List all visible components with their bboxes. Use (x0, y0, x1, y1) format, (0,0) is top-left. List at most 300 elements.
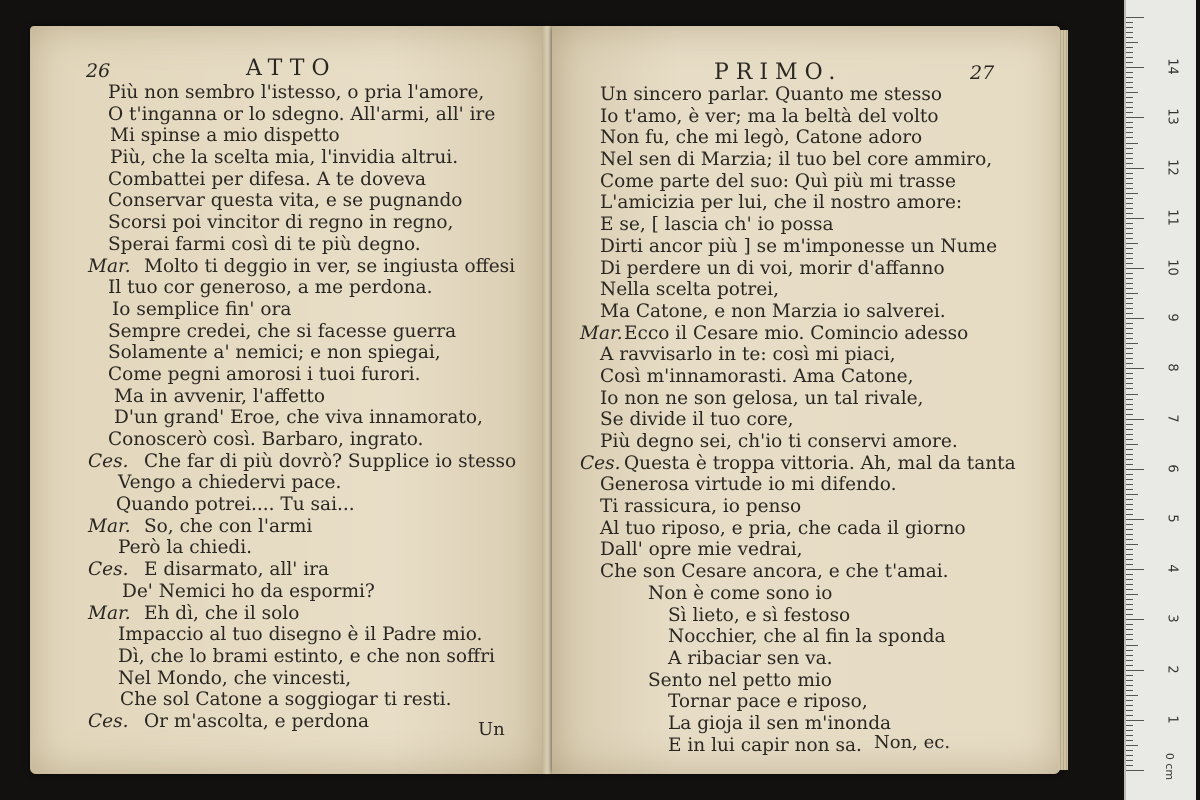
ruler-tick (1126, 52, 1133, 53)
ruler-tick (1126, 680, 1133, 681)
ruler-tick (1126, 429, 1133, 430)
ruler-tick (1126, 57, 1133, 58)
left-page-number: 26 (86, 60, 111, 82)
ruler-tick (1126, 740, 1133, 741)
ruler-tick (1126, 519, 1144, 520)
line-text: Vengo a chiedervi pace. (118, 472, 342, 494)
text-line (552, 409, 1060, 431)
line-text: Non è come sono io (648, 582, 833, 604)
line-text: Più degno sei, ch'io ti conservi amore. (600, 431, 958, 452)
verse-trailer: Non, ec. (874, 732, 951, 753)
ruler-tick (1126, 383, 1133, 384)
ruler-tick (1126, 745, 1138, 746)
ruler-tick (1126, 353, 1133, 354)
line-text: E se, [ lascia ch' io possa (600, 214, 834, 236)
ruler-tick (1126, 153, 1133, 154)
ruler-tick (1126, 434, 1133, 435)
ruler-tick (1126, 92, 1138, 93)
ruler-tick (1126, 358, 1133, 359)
ruler-tick (1126, 137, 1133, 138)
right-page-number: 27 (970, 62, 995, 84)
ruler-tick (1126, 303, 1133, 304)
line-text: Io non ne son gelosa, un tal rivale, (600, 387, 924, 409)
ruler-tick (1126, 223, 1133, 224)
ruler-number: 14 (1164, 58, 1180, 75)
text-line (30, 711, 544, 733)
line-text: Molto ti deggio in ver, se ingiusta offesi (144, 255, 516, 277)
line-text: Ecco il Cesare mio. Comincio adesso (624, 322, 969, 344)
ruler-unit-label: 0 cm (1163, 752, 1177, 781)
ruler-tick (1126, 258, 1133, 259)
ruler-tick (1126, 414, 1133, 415)
ruler-number: 6 (1164, 464, 1180, 473)
speaker-label: Mar. (88, 515, 131, 537)
text-line (552, 344, 1060, 366)
text-line (552, 171, 1060, 193)
text-line (30, 299, 544, 321)
ruler-tick (1126, 574, 1133, 575)
speaker-label: Mar. (88, 255, 131, 277)
line-text: Impaccio al tuo disegno è il Padre mio. (118, 624, 483, 646)
line-text: So, che con l'armi (144, 515, 313, 537)
ruler-tick (1126, 579, 1133, 580)
ruler-number: 7 (1164, 413, 1180, 423)
line-text: Più, che la scelta mia, l'invidia altrui. (110, 147, 459, 169)
ruler-tick (1126, 614, 1133, 615)
line-text: Io t'amo, è ver; ma la beltà del volto (600, 105, 939, 127)
text-line (30, 407, 544, 429)
ruler-tick (1126, 670, 1144, 671)
ruler-tick (1126, 720, 1144, 721)
text-line (30, 147, 544, 169)
ruler-tick (1126, 564, 1133, 565)
line-text: Ma in avvenir, l'affetto (114, 385, 325, 407)
ruler-tick (1126, 17, 1144, 18)
line-text: D'un grand' Eroe, che viva innamorato, (114, 407, 483, 429)
ruler-tick (1126, 589, 1133, 590)
text-line (552, 127, 1060, 149)
ruler-tick (1126, 449, 1133, 450)
ruler-tick (1126, 544, 1138, 545)
ruler-tick (1126, 770, 1144, 771)
ruler-tick (1126, 665, 1133, 666)
ruler-tick (1126, 700, 1133, 701)
text-line (30, 494, 544, 516)
speaker-label: Mar. (580, 322, 623, 344)
ruler-tick (1126, 233, 1133, 234)
ruler-tick (1126, 725, 1133, 726)
ruler-tick (1126, 293, 1138, 294)
ruler-tick (1126, 308, 1133, 309)
line-text: Come parte del suo: Quì più mi trasse (600, 170, 956, 192)
ruler-tick (1126, 765, 1133, 766)
ruler-tick (1126, 594, 1138, 595)
line-text: Nocchier, che al fin la sponda (668, 626, 946, 648)
ruler-number: 10 (1164, 259, 1180, 276)
ruler-tick (1126, 710, 1133, 711)
ruler-tick (1126, 117, 1144, 118)
ruler-tick (1126, 549, 1133, 550)
ruler-tick (1126, 454, 1133, 455)
text-line (552, 258, 1060, 280)
line-text: Non fu, che mi legò, Catone adoro (600, 127, 923, 149)
text-line (552, 301, 1060, 323)
ruler-tick (1126, 474, 1133, 475)
ruler-tick (1126, 378, 1133, 379)
ruler-number: 8 (1164, 363, 1180, 373)
ruler-tick (1126, 298, 1133, 299)
ruler-tick (1126, 489, 1133, 490)
text-line (30, 190, 544, 212)
line-text: Combattei per difesa. A te doveva (108, 168, 427, 190)
text-line (30, 104, 544, 126)
line-text: E in lui capir non sa. (668, 734, 862, 756)
ruler-tick (1126, 32, 1133, 33)
line-text: Così m'innamorasti. Ama Catone, (600, 365, 914, 387)
text-line (30, 364, 544, 386)
ruler-number: 5 (1164, 514, 1180, 523)
line-text: Il tuo cor generoso, a me perdona. (108, 277, 433, 299)
ruler-number: 1 (1164, 715, 1180, 724)
line-text: Nel Mondo, che vincesti, (118, 667, 352, 689)
text-line (30, 234, 544, 256)
ruler-tick (1126, 554, 1133, 555)
ruler-tick (1126, 122, 1133, 123)
ruler-tick (1126, 228, 1133, 229)
ruler-number: 2 (1164, 664, 1180, 674)
text-line (552, 366, 1060, 388)
ruler-number: 13 (1164, 108, 1180, 126)
speaker-label: Ces. (88, 450, 129, 472)
ruler-tick (1126, 363, 1133, 364)
line-text: Che sol Catone a soggiogar ti resti. (120, 689, 452, 711)
ruler-tick (1126, 343, 1138, 344)
line-text: Quando potrei.... Tu sai... (116, 494, 355, 516)
text-line (30, 668, 544, 690)
ruler-tick (1126, 750, 1133, 751)
ruler-tick (1126, 645, 1138, 646)
line-text: A ribaciar sen va. (668, 647, 833, 669)
ruler-tick (1126, 504, 1133, 505)
ruler-tick (1126, 604, 1133, 605)
ruler-tick (1126, 338, 1133, 339)
text-line (30, 82, 544, 104)
text-line (30, 689, 544, 711)
ruler-tick (1126, 424, 1133, 425)
ruler-tick (1126, 695, 1138, 696)
line-text: Al tuo riposo, e pria, che cada il giorno (600, 517, 966, 539)
text-line (30, 646, 544, 668)
ruler-tick (1126, 464, 1133, 465)
right-running-head: PRIMO. (714, 60, 843, 85)
ruler-tick (1126, 629, 1133, 630)
ruler-tick (1126, 559, 1133, 560)
ruler-tick (1126, 388, 1133, 389)
ruler-tick (1126, 218, 1144, 219)
text-line (552, 192, 1060, 214)
measuring-ruler (1124, 0, 1196, 800)
line-text: Sì lieto, e sì festoso (668, 604, 851, 626)
ruler-tick (1126, 444, 1138, 445)
line-text: Come pegni amorosi i tuoi furori. (108, 363, 421, 385)
ruler-tick (1126, 705, 1133, 706)
ruler-tick (1126, 499, 1133, 500)
ruler-tick (1126, 509, 1133, 510)
ruler-tick (1126, 158, 1133, 159)
text-line (552, 583, 1060, 605)
ruler-tick (1126, 323, 1133, 324)
ruler-tick (1126, 650, 1133, 651)
ruler-tick (1126, 735, 1133, 736)
line-text: Solamente a' nemici; e non spiegai, (108, 342, 441, 364)
ruler-tick (1126, 599, 1133, 600)
ruler-tick (1126, 639, 1133, 640)
ruler-tick (1126, 348, 1133, 349)
ruler-tick (1126, 132, 1133, 133)
right-text-block (552, 84, 1060, 756)
ruler-tick (1126, 685, 1133, 686)
text-line (552, 713, 1060, 735)
text-line (30, 169, 544, 191)
ruler-tick (1126, 634, 1133, 635)
text-line (30, 321, 544, 343)
text-line (30, 581, 544, 603)
ruler-tick (1126, 373, 1133, 374)
text-line (552, 84, 1060, 106)
ruler-tick (1126, 193, 1138, 194)
text-line (30, 256, 544, 278)
line-text: Conoscerò così. Barbaro, ingrato. (108, 429, 424, 450)
ruler-tick (1126, 419, 1144, 420)
text-line (552, 214, 1060, 236)
right-page (552, 26, 1060, 774)
ruler-tick (1126, 404, 1133, 405)
text-line (30, 342, 544, 364)
text-line (552, 388, 1060, 410)
ruler-tick (1126, 624, 1133, 625)
line-text: La gioja il sen m'inonda (668, 712, 892, 734)
ruler-tick (1126, 183, 1133, 184)
text-line (552, 453, 1060, 475)
ruler-tick (1126, 112, 1133, 113)
ruler-tick (1126, 494, 1138, 495)
left-page (30, 26, 544, 774)
line-text: Di perdere un di voi, morir d'affanno (600, 257, 945, 279)
ruler-tick (1126, 439, 1133, 440)
line-text: Che son Cesare ancora, e che t'amai. (600, 561, 949, 583)
ruler-tick (1126, 730, 1133, 731)
line-text: Sperai farmi così di te più degno. (108, 233, 421, 255)
ruler-tick (1126, 268, 1144, 269)
ruler-tick (1126, 163, 1133, 164)
line-text: Un sincero parlar. Quanto me stesso (600, 84, 942, 105)
ruler-tick (1126, 143, 1138, 144)
ruler-tick (1126, 288, 1133, 289)
ruler-tick (1126, 690, 1133, 691)
ruler-tick (1126, 82, 1133, 83)
ruler-tick (1126, 188, 1133, 189)
left-running-head: ATTO (246, 56, 337, 81)
text-line (552, 670, 1060, 692)
line-text: Generosa virtude io mi difendo. (600, 474, 897, 496)
ruler-tick (1126, 148, 1133, 149)
ruler-tick (1126, 760, 1133, 761)
line-text: Più non sembro l'istesso, o pria l'amore, (108, 82, 485, 103)
speaker-label: Mar. (88, 602, 131, 624)
text-line (552, 236, 1060, 258)
ruler-tick (1126, 22, 1133, 23)
ruler-tick (1126, 459, 1133, 460)
ruler-tick (1126, 283, 1133, 284)
ruler-tick (1126, 27, 1133, 28)
text-line (552, 605, 1060, 627)
text-line (30, 516, 544, 538)
ruler-tick (1126, 484, 1133, 485)
ruler-tick (1126, 278, 1133, 279)
ruler-tick (1126, 208, 1133, 209)
ruler-tick (1126, 77, 1133, 78)
line-text: A ravvisarlo in te: così mi piaci, (600, 344, 896, 366)
ruler-tick (1126, 675, 1133, 676)
ruler-tick (1126, 328, 1133, 329)
line-text: E disarmato, all' ira (144, 559, 330, 581)
line-text: Ma Catone, e non Marzia io salverei. (600, 300, 946, 322)
ruler-tick (1126, 318, 1144, 319)
text-line (552, 735, 1060, 757)
ruler-tick (1126, 173, 1133, 174)
text-line (30, 386, 544, 408)
page-edges (1058, 30, 1068, 770)
ruler-tick (1126, 127, 1133, 128)
ruler-tick (1126, 198, 1133, 199)
text-line (552, 648, 1060, 670)
text-line (552, 626, 1060, 648)
line-text: Scorsi poi vincitor di regno in regno, (108, 212, 454, 234)
ruler-tick (1126, 253, 1133, 254)
ruler-tick (1126, 263, 1133, 264)
ruler-tick (1126, 569, 1144, 570)
text-line (30, 451, 544, 473)
line-text: Ti rassicura, io penso (600, 496, 802, 518)
text-line (552, 539, 1060, 561)
text-line (30, 277, 544, 299)
ruler-tick (1126, 72, 1133, 73)
speaker-label: Ces. (580, 452, 621, 474)
ruler-number: 12 (1164, 158, 1180, 176)
ruler-tick (1126, 660, 1133, 661)
line-text: Dì, che lo brami estinto, e che non soffri (118, 645, 495, 667)
text-line (30, 212, 544, 234)
ruler-tick (1126, 313, 1133, 314)
ruler-tick (1126, 37, 1133, 38)
ruler-tick (1126, 539, 1133, 540)
line-text: Tornar pace e riposo, (668, 691, 868, 713)
text-line (30, 537, 544, 559)
ruler-tick (1126, 409, 1133, 410)
ruler-tick (1126, 203, 1133, 204)
ruler-tick (1126, 479, 1133, 480)
ruler-tick (1126, 107, 1133, 108)
ruler-tick (1126, 333, 1133, 334)
text-line (552, 496, 1060, 518)
ruler-tick (1126, 42, 1138, 43)
line-text: Eh dì, che il solo (144, 602, 300, 624)
speaker-label: Ces. (88, 710, 129, 732)
line-text: Mi spinse a mio dispetto (110, 125, 340, 147)
speaker-label: Ces. (88, 559, 129, 581)
ruler-tick (1126, 238, 1133, 239)
text-line (552, 474, 1060, 496)
line-text: O t'inganna or lo sdegno. All'armi, all' ire (108, 103, 496, 125)
line-text: Sempre credei, che si facesse guerra (108, 320, 457, 342)
ruler-tick (1126, 609, 1133, 610)
ruler-tick (1126, 62, 1133, 63)
line-text: Dall' opre mie vedrai, (600, 539, 803, 561)
text-line (30, 603, 544, 625)
ruler-tick (1126, 529, 1133, 530)
text-line (30, 472, 544, 494)
ruler-tick (1126, 524, 1133, 525)
line-text: Nella scelta potrei, (600, 279, 779, 301)
line-text: Io semplice fin' ora (112, 298, 292, 320)
ruler-number: 9 (1164, 313, 1180, 322)
ruler-tick (1126, 534, 1133, 535)
ruler-number: 11 (1164, 209, 1180, 226)
ruler-tick (1126, 394, 1138, 395)
text-line (552, 561, 1060, 583)
ruler-tick (1126, 469, 1144, 470)
ruler-tick (1126, 102, 1133, 103)
line-text: L'amicizia per lui, che il nostro amore: (600, 192, 963, 214)
line-text: Però la chiedi. (118, 537, 253, 559)
text-line (30, 624, 544, 646)
ruler-tick (1126, 273, 1133, 274)
ruler-tick (1126, 584, 1133, 585)
text-line (552, 691, 1060, 713)
line-text: De' Nemici ho da espormi? (122, 580, 375, 602)
line-text: Dirti ancor più ] se m'imponesse un Nume (600, 235, 998, 257)
ruler-tick (1126, 368, 1144, 369)
ruler-tick (1126, 514, 1133, 515)
line-text: Nel sen di Marzia; il tuo bel core ammiro, (600, 149, 993, 171)
line-text: Se divide il tuo core, (600, 409, 794, 431)
line-text: Sento nel petto mio (648, 669, 832, 691)
ruler-tick (1126, 178, 1133, 179)
ruler-tick (1126, 168, 1144, 169)
ruler-tick (1126, 755, 1133, 756)
ruler-tick (1126, 248, 1133, 249)
ruler-tick (1126, 619, 1144, 620)
text-line (30, 125, 544, 147)
catchword: Un (478, 719, 505, 740)
ruler-number: 4 (1164, 564, 1180, 573)
ruler-tick (1126, 655, 1133, 656)
ruler-tick (1126, 213, 1133, 214)
line-text: Conservar questa vita, e se pugnando (108, 190, 463, 212)
line-text: Che far di più dovrò? Supplice io stesso (144, 450, 517, 472)
line-text: Or m'ascolta, e perdona (144, 710, 370, 732)
ruler-number: 3 (1164, 614, 1180, 624)
text-line (30, 559, 544, 581)
ruler-tick (1126, 399, 1133, 400)
ruler-tick (1126, 243, 1138, 244)
text-line (552, 323, 1060, 345)
ruler-tick (1126, 87, 1133, 88)
ruler-tick (1126, 97, 1133, 98)
left-text-block (30, 82, 544, 733)
text-line (552, 279, 1060, 301)
ruler-tick (1126, 67, 1144, 68)
